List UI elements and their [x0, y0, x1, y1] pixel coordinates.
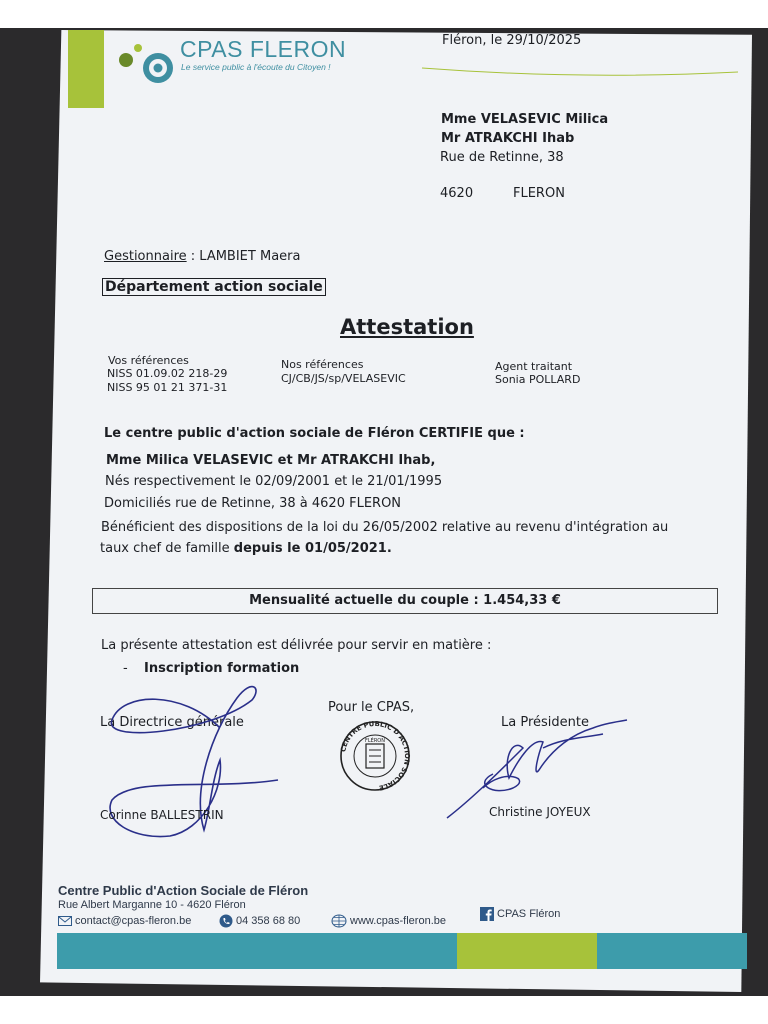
born-line: Nés respectivement le 02/09/2001 et le 21/01/1995: [105, 474, 443, 489]
footer-email-row: [58, 915, 191, 927]
purpose-bullet: -: [123, 661, 128, 676]
domicile-line: Domiciliés rue de Retinne, 38 à 4620 FLERON: [104, 496, 402, 511]
recipient-street: Rue de Retinne, 38: [440, 150, 564, 165]
persons-line: Mme Milica VELASEVIC et Mr ATRAKCHI Ihab,: [106, 453, 436, 468]
recipient-postcode: 4620: [440, 186, 474, 201]
benefit-line2-bold: depuis le 01/05/2021.: [233, 541, 392, 556]
globe-icon: [331, 914, 347, 928]
footer-phone-row: [219, 914, 300, 928]
document-title: Attestation: [340, 315, 474, 339]
logo-tagline: Le service public à l'écoute du Citoyen !: [181, 62, 331, 72]
place-date: Fléron, le 29/10/2025: [442, 33, 582, 48]
department-label: Département action sociale: [102, 278, 326, 296]
header-curve: [420, 64, 740, 80]
center-signatory-title: Pour le CPAS,: [328, 700, 415, 715]
agent-label: Agent traitant: [495, 360, 573, 373]
your-references-label: Vos références: [108, 354, 189, 367]
footer-facebook[interactable]: CPAS Fléron: [497, 907, 561, 920]
left-signatory-name: Corinne BALLESTRIN: [100, 808, 224, 822]
recipient-city: FLERON: [513, 186, 565, 201]
footer-web[interactable]: www.cpas-fleron.be: [350, 914, 446, 927]
footer-org: Centre Public d'Action Sociale de Fléron: [58, 883, 309, 898]
benefit-line1: Bénéficient des dispositions de la loi du 26/05/2002 relative au revenu d'intégration au: [101, 520, 669, 535]
monthly-amount-box: Mensualité actuelle du couple : 1.454,33 €: [92, 588, 718, 614]
header-green-bar: [68, 30, 104, 108]
purpose-intro: La présente attestation est délivrée pour servir en matière :: [101, 638, 492, 653]
right-signatory-name: Christine JOYEUX: [489, 805, 591, 819]
manager-label: Gestionnaire: [104, 249, 187, 264]
manager-line: [104, 249, 300, 264]
footer-address: Rue Albert Marganne 10 - 4620 Fléron: [58, 899, 246, 911]
your-references-line2: NISS 95 01 21 371-31: [107, 381, 228, 394]
purpose-item: Inscription formation: [144, 661, 300, 676]
right-signatory-title: La Présidente: [501, 715, 589, 730]
manager-separator: :: [186, 249, 200, 264]
recipient-line1: Mme VELASEVIC Milica: [441, 112, 609, 127]
footer-band-green: [457, 933, 597, 969]
your-references-line1: NISS 01.09.02 218-29: [107, 367, 228, 380]
footer-email[interactable]: contact@cpas-fleron.be: [75, 915, 192, 927]
manager-name: LAMBIET Maera: [199, 249, 301, 264]
benefit-line2: [100, 541, 392, 556]
certifies-line: Le centre public d'action sociale de Fléron CERTIFIE que :: [104, 426, 525, 441]
footer-facebook-row: [480, 907, 560, 921]
facebook-icon: [480, 907, 494, 921]
our-references-value: CJ/CB/JS/sp/VELASEVIC: [281, 372, 406, 385]
left-signatory-title: La Directrice générale: [100, 715, 244, 730]
phone-icon: [219, 914, 233, 928]
recipient-line2: Mr ATRAKCHI Ihab: [441, 131, 575, 146]
logo-name: CPAS FLERON: [180, 36, 347, 62]
stamp-center-text: FLÉRON: [365, 738, 385, 744]
cpas-logo-icon: [114, 40, 178, 86]
footer-web-row: [331, 914, 446, 928]
document-page: [40, 30, 752, 992]
footer-band-teal-right: [597, 933, 747, 969]
footer-band-teal-left: [57, 933, 457, 969]
cpas-stamp-image: [332, 718, 418, 794]
benefit-line2-prefix: taux chef de famille: [100, 541, 234, 556]
our-references-label: Nos références: [281, 358, 364, 371]
stamp-ring-text: CENTRE PUBLIC D'ACTION SOCIALE: [339, 719, 412, 792]
agent-value: Sonia POLLARD: [495, 373, 581, 386]
footer-phone[interactable]: 04 358 68 80: [236, 914, 301, 927]
mail-icon: [58, 916, 72, 926]
